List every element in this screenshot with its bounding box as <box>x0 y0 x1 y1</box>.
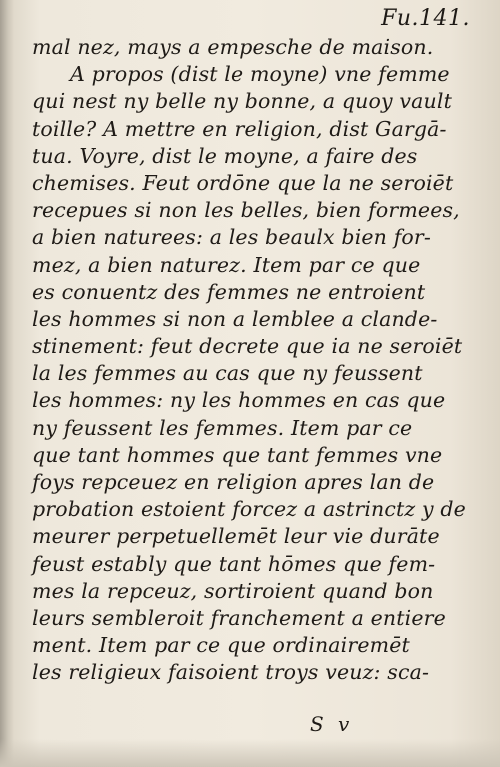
text-line: tua. Voyre, dist le moyne, a faire des <box>32 143 418 168</box>
text-line: que tant hommes que tant femmes vne <box>32 442 443 467</box>
text-line: la les femmes au cas que ny feussent <box>32 361 423 386</box>
text-line: les hommes: ny les hommes en cas que <box>32 388 446 413</box>
folio-number: Fu.141. <box>381 6 470 31</box>
gutter-shadow <box>0 0 14 767</box>
text-line: mal nez, mays a empesche de maison. <box>32 35 434 59</box>
text-line: ment. Item par ce que ordinairemēt <box>32 633 410 658</box>
page-bottom-edge <box>0 739 500 767</box>
text-line: feust estably que tant hōmes que fem- <box>32 551 436 576</box>
text-line: ny feussent les femmes. Item par ce <box>32 415 413 440</box>
text-line: mes la repceuz, sortiroient quand bon <box>32 578 434 603</box>
text-line: les hommes si non a lemblee a clande- <box>32 306 438 331</box>
text-line: chemises. Feut ordōne que la ne seroiēt <box>32 170 454 195</box>
text-line: qui nest ny belle ny bonne, a quoy vault <box>32 89 452 114</box>
text-block <box>32 34 472 687</box>
text-line: recepues si non les belles, bien formees, <box>32 198 460 223</box>
text-line: foys repceuez en religion apres lan de <box>32 470 435 494</box>
text-line: es conuentz des femmes ne entroient <box>32 279 426 304</box>
text-line: mez, a bien naturez. Item par ce que <box>32 252 421 277</box>
text-line: leurs sembleroit franchement a entiere <box>32 605 446 630</box>
text-line: A propos (dist le moyne) vne femme <box>70 62 450 87</box>
text-line: stinement: feut decrete que ia ne seroiēt <box>32 334 463 359</box>
text-line: meurer perpetuellemēt leur vie durāte <box>32 524 440 549</box>
text-line: probation estoient forcez a astrinctz y de <box>32 497 466 522</box>
text-line: les religieux faisoient troys veuz: sca- <box>32 660 430 685</box>
text-line: toille? A mettre en religion, dist Gargā- <box>32 116 447 141</box>
text-line: a bien naturees: a les beaulx bien for- <box>32 225 431 250</box>
signature-mark: S v <box>310 712 354 736</box>
